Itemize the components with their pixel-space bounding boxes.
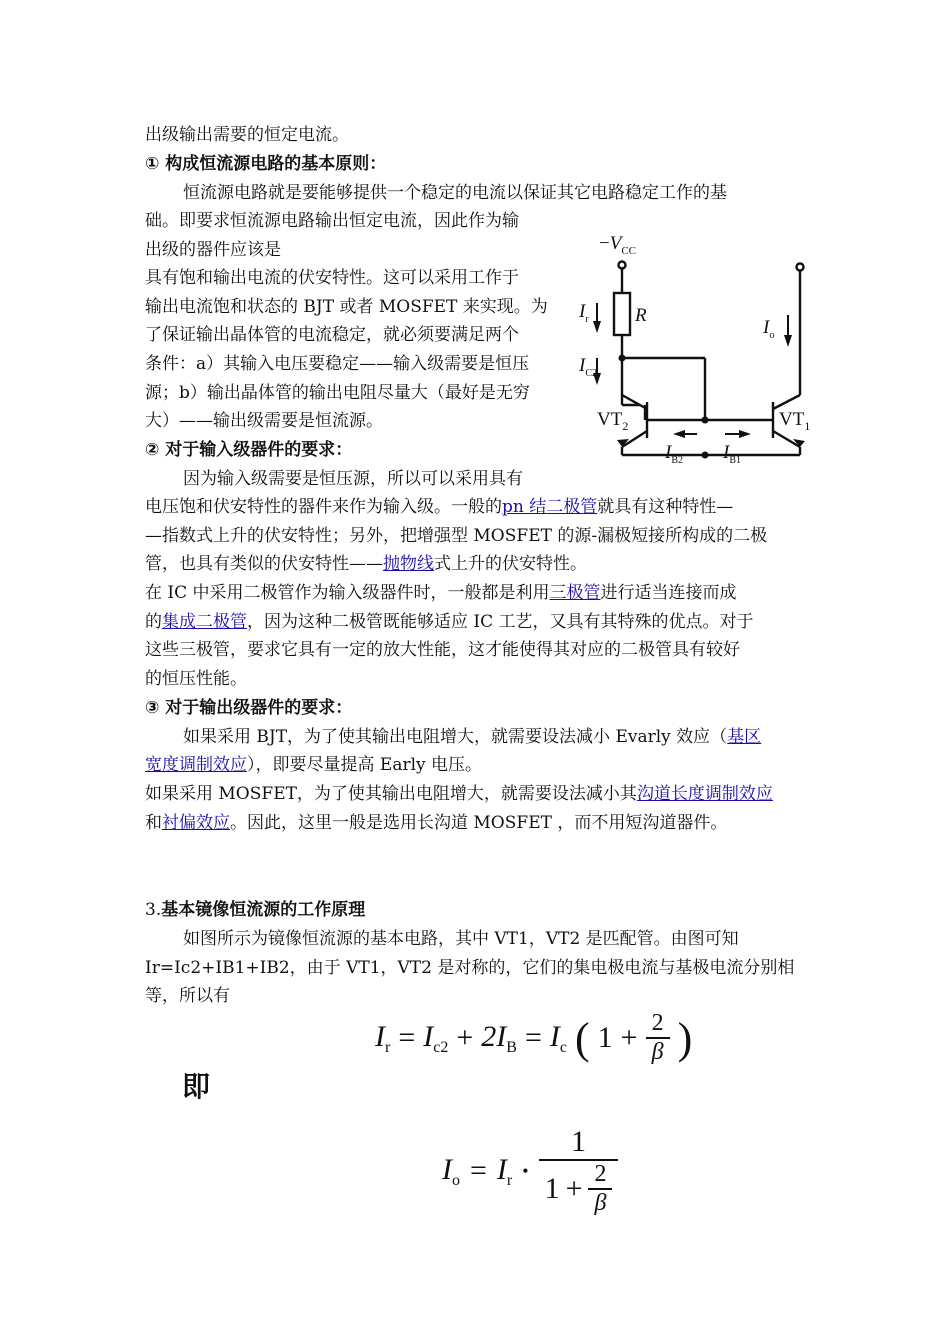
- math-var: I: [549, 1019, 560, 1053]
- fraction-numerator: 2: [588, 1161, 612, 1190]
- math-sub: o: [452, 1171, 460, 1189]
- ib1-label: $I_{B1}$: [723, 442, 741, 466]
- para1-f: [145, 325, 519, 345]
- text-span: 如果采用 MOSFET，为了使其输出电阻增大，就需要设法减小其: [145, 784, 637, 804]
- math-num: 1: [544, 1172, 560, 1205]
- heading-2: [145, 440, 352, 460]
- text-span: 恒流源电路就是要能够提供一个稳定的电流以保证其它电路稳定工作的基: [183, 183, 727, 203]
- para1-i: [145, 411, 383, 431]
- math-op: =: [470, 1154, 487, 1187]
- vcc-terminal-left: [619, 262, 626, 269]
- math-op: +: [456, 1021, 474, 1054]
- link-parabola[interactable]: 抛物线: [383, 554, 434, 574]
- fraction-numerator: 2: [646, 1010, 670, 1039]
- link-base-width-1[interactable]: 基区: [727, 727, 762, 747]
- para6-c: [145, 986, 230, 1006]
- text-span: 础。即要求恒流源电路输出恒定电流，因此作为输: [145, 211, 519, 231]
- para5-b: [145, 813, 727, 833]
- text-span: 。因此，这里一般是选用长沟道 MOSFET ，而不用短沟道器件。: [230, 813, 728, 833]
- vt1-label: $VT_1$: [779, 409, 811, 433]
- text-span: 这些三极管，要求它具有一定的放大性能，这才能使得其对应的二极管具有较好: [145, 640, 740, 660]
- resistor-r: [614, 293, 630, 335]
- inner-fraction: [588, 1161, 612, 1217]
- math-sub: r: [506, 1171, 513, 1189]
- fraction-numerator: 1: [539, 1125, 619, 1161]
- text-span: ，因为这种二极管既能够适应 IC 工艺，又具有其特殊的优点。对于: [247, 612, 754, 632]
- para5-a: [145, 784, 773, 804]
- para3-c: [145, 640, 740, 660]
- text-span: ），即要尽量提高 Early 电压。: [247, 755, 483, 775]
- para1-g: [145, 354, 529, 374]
- para4-b: [145, 755, 482, 775]
- math-sub: c: [559, 1038, 567, 1056]
- text-span: 电压饱和伏安特性的器件来作为输入级。一般的: [145, 497, 502, 517]
- math-paren: (: [574, 1013, 590, 1063]
- text-span: 条件：a）其输入电压要稳定——输入级需要是恒压: [145, 354, 530, 374]
- math-op: +: [565, 1172, 583, 1205]
- heading-text: ① 构成恒流源电路的基本原则：: [145, 154, 387, 174]
- math-sub: c2: [433, 1038, 449, 1056]
- text-span: 等，所以有: [145, 986, 230, 1006]
- math-sub: r: [385, 1038, 391, 1056]
- text-span: 源；b）输出晶体管的输出电阻尽量大（最好是无穷: [145, 383, 530, 403]
- math-op: +: [620, 1021, 638, 1054]
- heading-text: ③ 对于输出级器件的要求：: [145, 698, 353, 718]
- heading-text: 基本镜像恒流源的工作原理: [161, 900, 366, 920]
- math-op: =: [524, 1021, 542, 1054]
- line-1: [145, 125, 349, 145]
- text-span: —指数式上升的伏安特性；另外，把增强型 MOSFET 的源-漏极短接所构成的二极: [145, 526, 768, 546]
- text-span: 如果采用 BJT，为了使其输出电阻增大，就需要设法减小 Evarly 效应（: [183, 727, 728, 747]
- ib2-label: $I_{B2}$: [665, 442, 683, 466]
- link-base-width-2[interactable]: 宽度调制效应: [145, 755, 247, 775]
- text-span: 出级的器件应该是: [145, 240, 281, 260]
- fraction-denominator: [539, 1161, 619, 1217]
- heading-text: ② 对于输入级器件的要求：: [145, 440, 353, 460]
- heading-4: [145, 900, 365, 920]
- text-span: 出级输出需要的恒定电流。: [145, 125, 349, 145]
- math-paren: ): [677, 1013, 693, 1063]
- text-span: 式上升的伏安特性。: [434, 554, 587, 574]
- para1-h: [145, 383, 530, 403]
- vcc-label: $-V_{CC}$: [599, 233, 637, 257]
- text-span: 如图所示为镜像恒流源的基本电路，其中 VT1，VT2 是匹配管。由图可知: [183, 929, 739, 949]
- ic2-label: $I_{C2}$: [579, 355, 597, 379]
- fraction-denominator: β: [594, 1190, 607, 1216]
- ir-label: $I_r$: [579, 301, 589, 325]
- text-span: 了保证输出晶体管的电流稳定，就必须要满足两个: [145, 325, 519, 345]
- para1-e: [145, 297, 548, 317]
- mirror-current-source-diagram: [579, 225, 815, 485]
- text-span: 输出电流饱和状态的 BJT 或者 MOSFET 来实现。为: [145, 297, 548, 317]
- math-var: I: [496, 1152, 507, 1186]
- vt2-label: $VT_2$: [597, 409, 629, 433]
- para1-a: [183, 183, 727, 203]
- para3-d: [145, 669, 247, 689]
- para1-d: [145, 268, 519, 288]
- vcc-terminal-right: [797, 264, 804, 271]
- text-span: 管，也具有类似的伏安特性——: [145, 554, 383, 574]
- para4-a: [183, 727, 761, 747]
- text-span: 的恒压性能。: [145, 669, 247, 689]
- math-var: 2I: [481, 1019, 507, 1053]
- equation-1: [375, 1010, 692, 1066]
- text-span: 就具有这种特性—: [597, 497, 734, 517]
- link-pn-diode[interactable]: pn 结二极管: [502, 497, 598, 517]
- text-span: 大）——输出级需要是恒流源。: [145, 411, 383, 431]
- para2-d: [145, 554, 587, 574]
- para6-a: [183, 929, 739, 949]
- text-span: 因为输入级需要是恒压源，所以可以采用具有: [183, 469, 523, 489]
- fraction: [646, 1010, 670, 1066]
- math-var: I: [423, 1019, 434, 1053]
- fraction-denominator: β: [651, 1039, 664, 1065]
- para3-a: [145, 583, 737, 603]
- math-num: 1: [597, 1021, 613, 1054]
- text-span: 进行适当连接而成: [600, 583, 737, 603]
- para3-b: [145, 612, 754, 632]
- heading-number: 3.: [145, 900, 162, 920]
- text-span: 和: [145, 813, 162, 833]
- link-integrated-diode[interactable]: 集成二极管: [162, 612, 247, 632]
- para6-b: [145, 958, 794, 978]
- text-span: Ir=Ic2+IB1+IB2，由于 VT1，VT2 是对称的，它们的集电极电流与基极电流分别相: [145, 958, 795, 978]
- io-label: $I_o$: [763, 317, 775, 341]
- fraction: [539, 1125, 619, 1217]
- math-op: •: [522, 1160, 529, 1181]
- text-span: 在 IC 中采用二极管作为输入级器件时，一般都是利用: [145, 583, 550, 603]
- heading-1: [145, 154, 386, 174]
- para2-a: [183, 469, 523, 489]
- para1-b: [145, 211, 519, 231]
- resistor-label: R: [635, 305, 647, 326]
- para1-c: [145, 240, 281, 260]
- text-span: 具有饱和输出电流的伏安特性。这可以采用工作于: [145, 268, 519, 288]
- para2-c: [145, 526, 767, 546]
- heading-3: [145, 698, 352, 718]
- math-op: =: [398, 1021, 416, 1054]
- link-channel-length[interactable]: 沟道长度调制效应: [636, 784, 773, 804]
- math-sub: B: [506, 1038, 517, 1056]
- ji-label: 即: [182, 1070, 211, 1103]
- math-var: I: [375, 1019, 385, 1053]
- equation-2: [442, 1125, 618, 1217]
- link-body-effect[interactable]: 衬偏效应: [162, 813, 230, 833]
- para2-b: [145, 497, 733, 517]
- text-span: 的: [145, 612, 162, 632]
- math-var: I: [442, 1152, 452, 1186]
- link-triode[interactable]: 三极管: [549, 583, 601, 603]
